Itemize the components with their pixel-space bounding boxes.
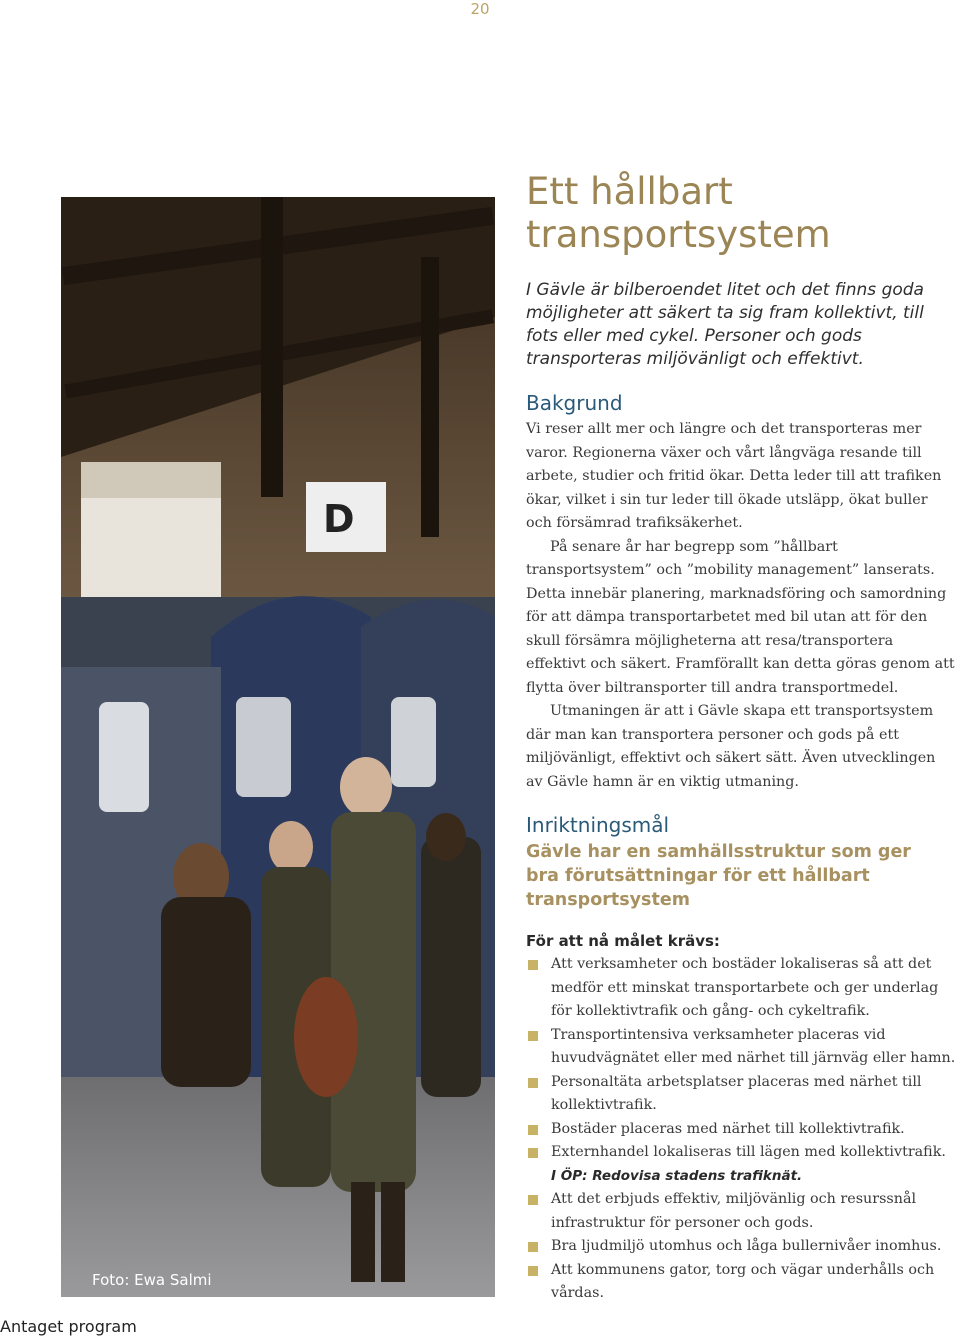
square-bullet-icon xyxy=(528,1125,538,1135)
goal-heading: Inriktningsmål xyxy=(526,813,670,837)
square-bullet-icon xyxy=(528,1195,538,1205)
square-bullet-icon xyxy=(528,960,538,970)
op-note: I ÖP: Redovisa stadens trafiknät. xyxy=(551,1167,803,1184)
photo-credit: Foto: Ewa Salmi xyxy=(92,1271,212,1289)
list-item: Externhandel lokaliseras till lägen med kollektivtrafik. xyxy=(526,1141,956,1165)
background-text xyxy=(526,418,956,794)
requirements-heading: För att nå målet krävs: xyxy=(526,932,720,950)
background-paragraph: Utmaningen är att i Gävle skapa ett transportsystem där man kan transportera personer och gods på ett miljövänligt, effektivt och säkert sätt. Även utvecklingen av Gävle hamn är en viktig utmaning. xyxy=(526,703,936,790)
list-item: Personaltäta arbetsplatser placeras med närhet till kollektivtrafik. xyxy=(526,1071,956,1118)
background-paragraph: På senare år har begrepp som ”hållbart transportsystem” och ”mobility management” lanserats. Detta innebär planering, marknadsföring och samordning för att dämpa transportarbetet med bil utan att för den skull försämra möjligheterna att resa/transportera effektivt och säkert. Framförallt kan detta göras genom att flytta över biltransporter till andra transportmedel. xyxy=(526,538,955,696)
square-bullet-icon xyxy=(528,1266,538,1276)
footer-label: Antaget program xyxy=(0,1317,137,1336)
svg-text:D: D xyxy=(323,497,355,541)
intro-text: I Gävle är bilberoendet litet och det finns goda möjligheter att säkert ta sig fram kollektivt, till fots eller med cykel. Personer och gods transporteras miljövänligt och effektivt. xyxy=(526,280,924,369)
square-bullet-icon xyxy=(528,1242,538,1252)
background-heading: Bakgrund xyxy=(526,391,623,415)
train-station-photo xyxy=(61,197,495,1297)
list-item: Att kommunens gator, torg och vägar underhålls och vårdas. xyxy=(526,1259,956,1306)
requirements-list xyxy=(526,953,956,1306)
list-item: Bra ljudmiljö utomhus och låga bullernivåer inomhus. xyxy=(526,1235,956,1259)
background-paragraph: Vi reser allt mer och längre och det transporteras mer varor. Regionerna växer och vårt långväga resande till arbete, studier och fritid ökar. Detta leder till att trafiken ökar, vilket i sin tur leder till ökade utsläpp, ökat buller och försämrad trafiksäkerhet. xyxy=(526,421,942,531)
goal-subheading: Gävle har en samhällsstruktur som ger bra förutsättningar för ett hållbart transportsystem xyxy=(526,842,911,910)
list-item: Bostäder placeras med närhet till kollektivtrafik. xyxy=(526,1118,956,1142)
list-item: Transportintensiva verksamheter placeras vid huvudvägnätet eller med närhet till järnväg eller hamn. xyxy=(526,1024,956,1071)
square-bullet-icon xyxy=(528,1031,538,1041)
list-item: Att det erbjuds effektiv, miljövänlig och resurssnål infrastruktur för personer och gods. xyxy=(526,1188,956,1235)
page-number: 20 xyxy=(470,0,490,18)
square-bullet-icon xyxy=(528,1148,538,1158)
list-item: Att verksamheter och bostäder lokaliseras så att det medför ett minskat transportarbete och ger underlag för kollektivtrafik och gång- och cykeltrafik. xyxy=(526,953,956,1024)
page-title: Ett hållbart transportsystem xyxy=(526,170,831,256)
square-bullet-icon xyxy=(528,1078,538,1088)
